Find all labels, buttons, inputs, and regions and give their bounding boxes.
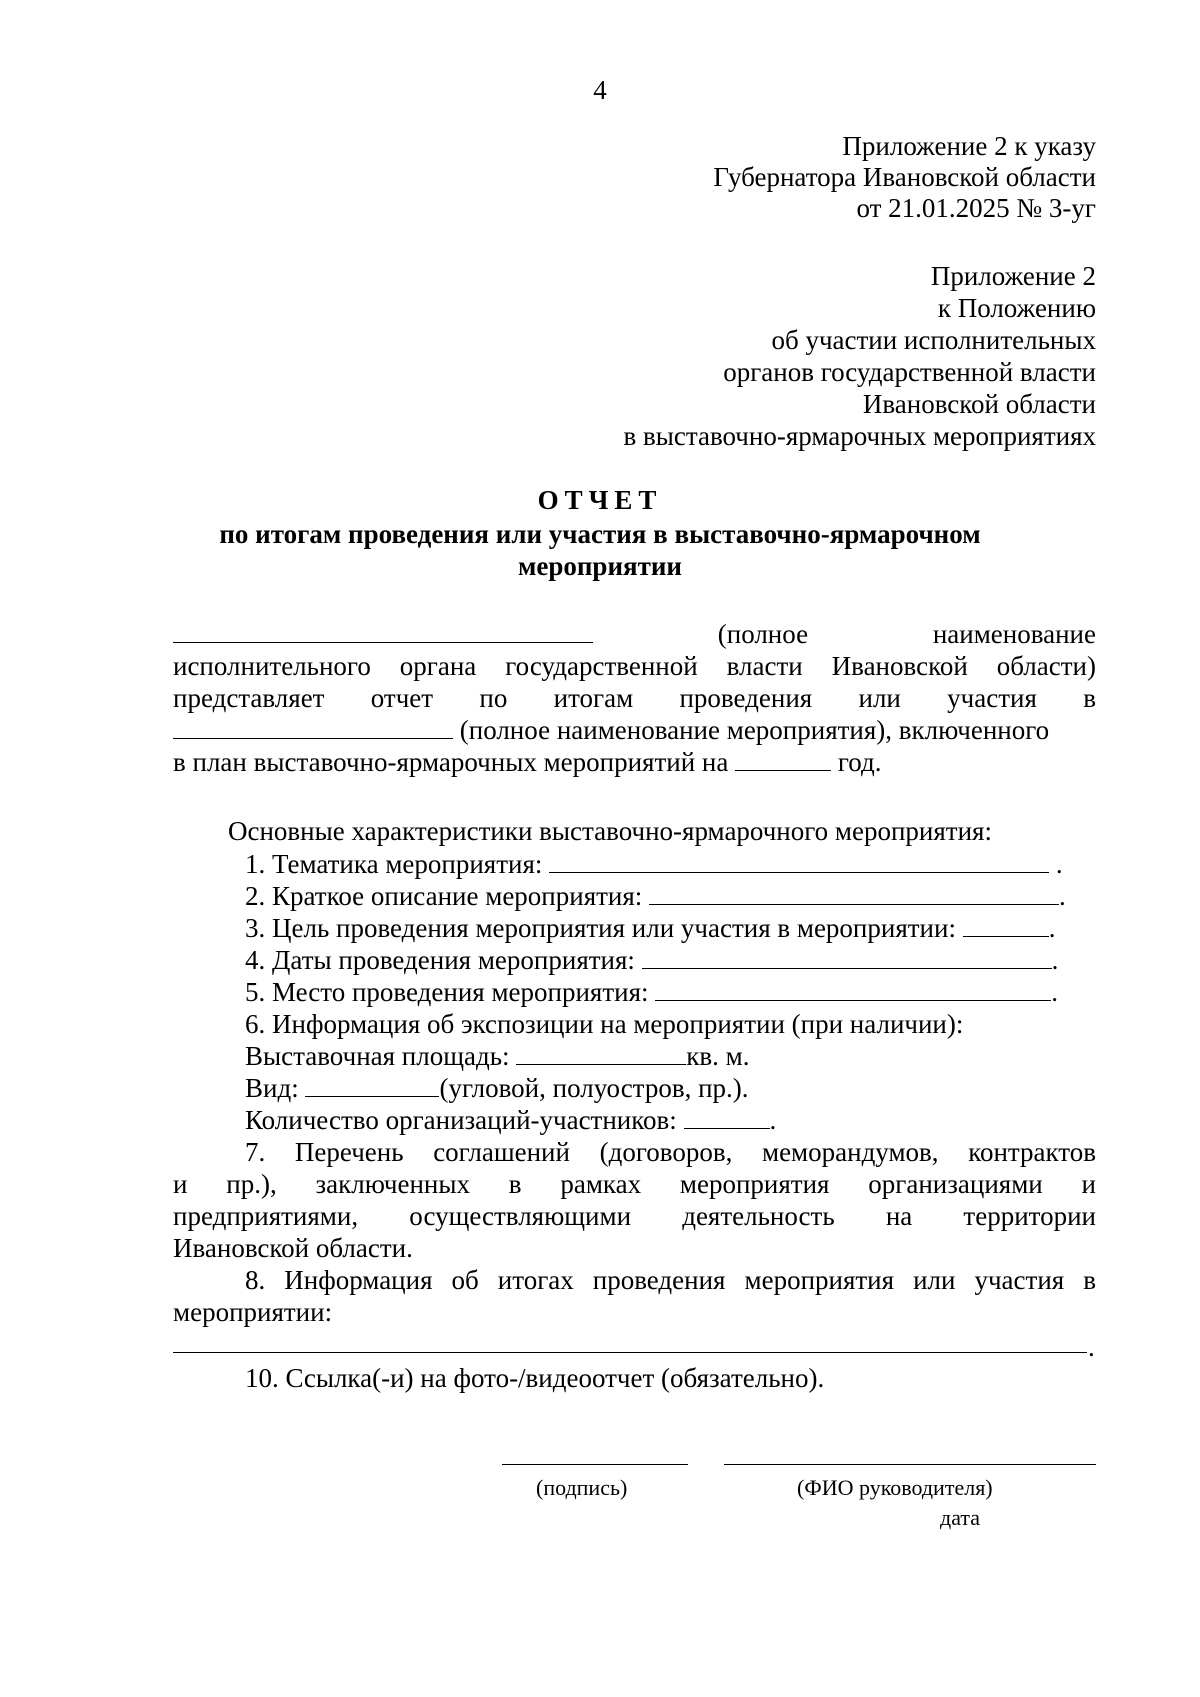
item-2 xyxy=(245,880,1066,912)
item-4 xyxy=(245,944,1058,976)
period: . xyxy=(1051,977,1058,1007)
item-7-word: 7. xyxy=(245,1137,266,1167)
item-8-word: итогах xyxy=(497,1265,574,1295)
item-7-word: контрактов xyxy=(968,1137,1096,1167)
item-5-blank[interactable] xyxy=(655,976,1051,1001)
item-7-line-1 xyxy=(245,1136,1096,1168)
item-7-word: и xyxy=(1081,1169,1096,1199)
item-7-word: заключенных xyxy=(315,1169,470,1199)
area-row xyxy=(245,1040,750,1072)
annex-sub-line-5: Ивановской области xyxy=(862,389,1096,419)
item-8-word: мероприятия xyxy=(744,1265,895,1295)
intro-line-1 xyxy=(173,618,1096,650)
item-8-word: Информация xyxy=(284,1265,433,1295)
period: . xyxy=(1048,913,1056,943)
item-7-line-2 xyxy=(173,1168,1096,1200)
intro-word: наименование xyxy=(932,619,1096,649)
date-caption: дата xyxy=(940,1505,981,1530)
item-7-word: организациями xyxy=(868,1169,1043,1199)
item-7-word: предприятиями, xyxy=(173,1201,359,1231)
item-1 xyxy=(245,848,1063,880)
item-1-blank[interactable] xyxy=(549,848,1049,873)
intro-word: проведения xyxy=(679,683,813,713)
period: . xyxy=(1088,1332,1095,1362)
report-title: ОТЧЕТ xyxy=(537,485,663,515)
item-8-answer-blank[interactable] xyxy=(173,1352,1087,1353)
manager-name-caption: (ФИО руководителя) xyxy=(797,1475,993,1500)
item-7-word: мероприятия xyxy=(679,1169,830,1199)
intro-word: (полное xyxy=(717,619,809,649)
item-7-line-4: Ивановской области. xyxy=(173,1233,413,1263)
period: . xyxy=(1059,881,1066,911)
report-subtitle-line-2: мероприятии xyxy=(517,551,682,581)
item-3 xyxy=(245,912,1055,944)
area-unit: кв. м. xyxy=(686,1041,750,1071)
period: . xyxy=(1055,849,1063,879)
intro-word: отчет xyxy=(370,683,434,713)
area-blank[interactable] xyxy=(516,1040,686,1065)
item-7-word: меморандумов, xyxy=(761,1137,939,1167)
item-6: 6. Информация об экспозиции на мероприятии (при наличии): xyxy=(245,1009,964,1039)
area-label: Выставочная площадь: xyxy=(245,1041,510,1071)
item-1-label: 1. Тематика мероприятия: xyxy=(245,849,543,879)
intro-line-2: исполнительного органа государственной власти Ивановской области) xyxy=(173,651,1096,681)
event-name-blank[interactable] xyxy=(173,714,453,739)
signature-caption: (подпись) xyxy=(536,1475,628,1500)
type-blank[interactable] xyxy=(305,1072,439,1097)
item-7-word: соглашений xyxy=(433,1137,570,1167)
item-8-word: в xyxy=(1083,1265,1096,1295)
item-8-word: 8. xyxy=(245,1265,266,1295)
type-label: Вид: xyxy=(245,1073,299,1103)
item-8-word: участия xyxy=(974,1265,1065,1295)
item-8-line-1 xyxy=(245,1264,1096,1296)
item-7-word: на xyxy=(885,1201,913,1231)
item-7-word: рамках xyxy=(560,1169,642,1199)
annex-sub-line-3: об участии исполнительных xyxy=(771,325,1096,355)
annex-main-line-1: Приложение 2 к указу xyxy=(842,131,1096,161)
intro-text: в план выставочно-ярмарочных мероприятий на xyxy=(173,747,729,777)
item-7-word: Перечень xyxy=(294,1137,404,1167)
item-3-label: 3. Цель проведения мероприятия или участия в мероприятии: xyxy=(245,913,956,943)
item-7-word: деятельность xyxy=(682,1201,835,1231)
manager-name-line[interactable] xyxy=(724,1464,1096,1465)
annex-sub-line-4: органов государственной власти xyxy=(723,357,1096,387)
page-number: 4 xyxy=(593,75,607,105)
item-7-word: осуществляющими xyxy=(409,1201,632,1231)
item-8-line-2: мероприятии: xyxy=(173,1297,333,1327)
intro-word: или xyxy=(858,683,901,713)
item-3-blank[interactable] xyxy=(963,912,1049,937)
item-2-label: 2. Краткое описание мероприятия: xyxy=(245,881,643,911)
item-2-blank[interactable] xyxy=(649,880,1059,905)
signature-line[interactable] xyxy=(502,1464,688,1465)
annex-sub-line-6: в выставочно-ярмарочных мероприятиях xyxy=(623,421,1096,451)
year-blank[interactable] xyxy=(735,746,831,771)
intro-text: (полное наименование мероприятия), включенного xyxy=(459,715,1050,745)
annex-main-line-3: от 21.01.2025 № 3-уг xyxy=(856,193,1096,223)
intro-word: представляет xyxy=(173,683,325,713)
executive-body-name-blank[interactable] xyxy=(173,618,593,643)
item-7-line-3 xyxy=(173,1200,1096,1232)
item-7-word: пр.), xyxy=(226,1169,277,1199)
intro-text: год. xyxy=(837,747,882,777)
characteristics-heading: Основные характеристики выставочно-ярмарочного мероприятия: xyxy=(228,816,992,846)
item-8-word: проведения xyxy=(592,1265,726,1295)
item-7-word: (договоров, xyxy=(599,1137,733,1167)
count-label: Количество организаций-участников: xyxy=(245,1105,677,1135)
count-row xyxy=(245,1104,776,1136)
item-4-blank[interactable] xyxy=(642,944,1052,969)
item-8-word: или xyxy=(913,1265,956,1295)
item-4-label: 4. Даты проведения мероприятия: xyxy=(245,945,635,975)
item-8-word: об xyxy=(451,1265,479,1295)
intro-word: итогам xyxy=(553,683,634,713)
annex-sub-line-1: Приложение 2 xyxy=(930,261,1096,291)
intro-line-5 xyxy=(173,746,881,778)
annex-sub-line-2: к Положению xyxy=(937,293,1096,323)
item-5-label: 5. Место проведения мероприятия: xyxy=(245,977,649,1007)
item-7-word: и xyxy=(173,1169,188,1199)
item-7-word: в xyxy=(508,1169,522,1199)
intro-line-3 xyxy=(173,682,1096,714)
report-subtitle-line-1: по итогам проведения или участия в выставочно-ярмарочном xyxy=(219,519,981,549)
period: . xyxy=(769,1105,777,1135)
item-5 xyxy=(245,976,1058,1008)
type-row xyxy=(245,1072,749,1104)
period: . xyxy=(1051,945,1059,975)
count-blank[interactable] xyxy=(684,1104,770,1129)
type-hint: (угловой, полуостров, пр.). xyxy=(439,1073,749,1103)
intro-word: участия xyxy=(947,683,1037,713)
intro-word: в xyxy=(1083,683,1096,713)
annex-main-line-2: Губернатора Ивановской области xyxy=(713,162,1096,192)
item-7-word: территории xyxy=(963,1201,1096,1231)
intro-line-4 xyxy=(173,714,1049,746)
intro-word: по xyxy=(479,683,508,713)
item-10: 10. Ссылка(-и) на фото-/видеоотчет (обязательно). xyxy=(245,1363,825,1393)
